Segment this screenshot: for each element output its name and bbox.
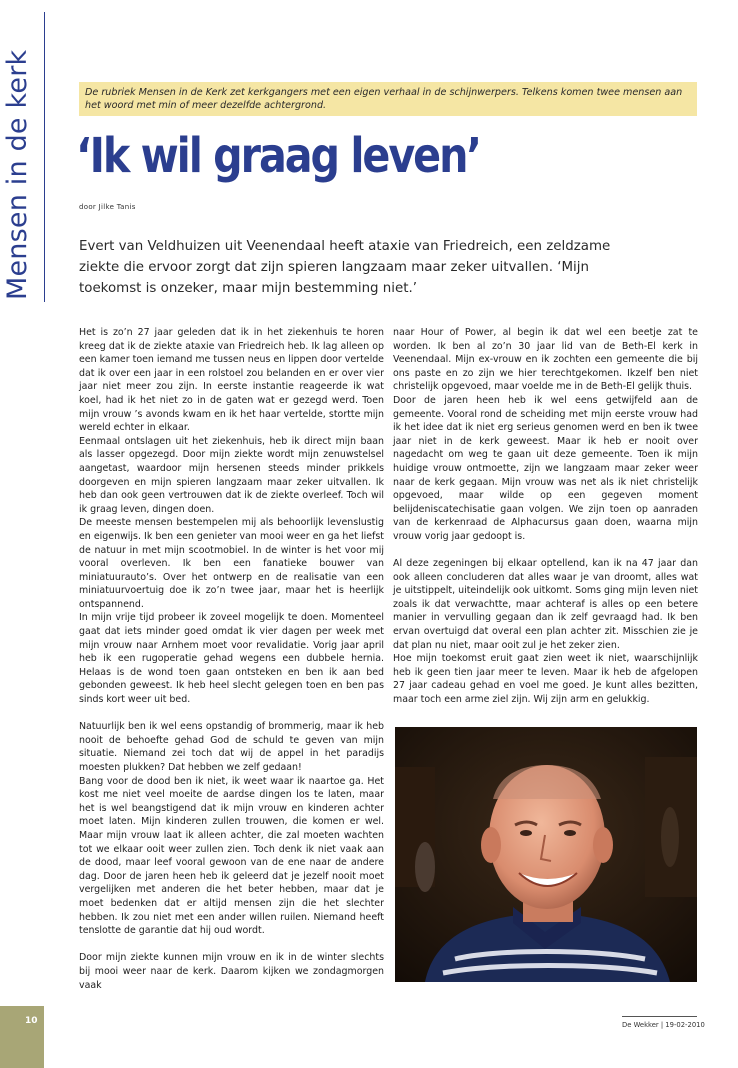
paragraph: Door de jaren heen heb ik wel eens getwijfeld aan de gemeente. Vooral rond de scheiding met mijn eerste vrouw had ik het idee dat ik niet erg serieus genomen werd en ben ik twee jaar niet in de kerk geweest. Maar ik heb er nooit over nagedacht om weg te gaan uit deze gemeente. Toen ik mijn huidige vrouw ontmoette, zijn we langzaam maar zeker weer naar de kerk gegaan. Mijn vrouw was net als ik niet christelijk opgevoed, maar wilde op een gegeven moment belijdeniscatechisatie gaan volgen. We zijn toen op aanraden van de kerkenraad de Alphacursus gaan doen, waarna mijn vrouw vorig jaar gedoopt is. <box>393 394 698 542</box>
footer-rule <box>622 1016 697 1017</box>
portrait-photo <box>395 727 697 982</box>
paragraph: Natuurlijk ben ik wel eens opstandig of brommerig, maar ik heb nooit de behoefte gehad God de schuld te geven van mijn situatie. Niemand zei toch dat wij de appel in het paradijs moesten plukken? Dat hebben we zelf gedaan! <box>79 721 384 773</box>
paragraph: Eenmaal ontslagen uit het ziekenhuis, heb ik direct mijn baan als lasser opgezegd. Door mijn ziekte wordt mijn zenuwstelsel aangetast, waardoor mijn hersenen steeds minder prikkels doorgeven en mijn spieren langzaam maar zeker uitvallen. Ik heb dan ook geen vertrouwen dat ik de ziekte overleef. Toch wil ik graag leven, dingen doen. <box>79 435 384 515</box>
byline: door Jilke Tanis <box>79 203 136 211</box>
headline: ‘Ik wil graag leven’ <box>76 128 481 184</box>
right-column <box>393 326 698 707</box>
page-number: 10 <box>25 1016 38 1026</box>
footer-publication: De Wekker | 19-02-2010 <box>622 1021 705 1029</box>
lead-paragraph: Evert van Veldhuizen uit Veenendaal heeft ataxie van Friedreich, een zeldzame ziekte die ervoor zorgt dat zijn spieren langzaam maar zeker uitvallen. ‘Mijn toekomst is onzeker, maar mijn bestemming niet.’ <box>79 239 611 296</box>
paragraph: Hoe mijn toekomst eruit gaat zien weet ik niet, waarschijnlijk heb ik geen tien jaar meer te leven. Maar ik heb de afgelopen 27 jaar cadeau gehad en voel me goed. Je kunt alles bezitten, maar toch een arme ziel zijn. Wij zijn arm en gelukkig. <box>393 653 698 706</box>
paragraph: De meeste mensen bestempelen mij als behoorlijk levenslustig en eigenwijs. Ik ben een genieter van mooi weer en ga het liefst de natuur in met mijn scootmobiel. In de winter is het voor mij vooral overleven. Ik ben een fanatieke bouwer van miniatuurauto’s. Over het ontwerp en de realisatie van een miniatuurvoertuig doe ik zo’n twee jaar, maar het is heerlijk ontspannend. <box>79 517 384 610</box>
left-column <box>79 326 384 992</box>
paragraph: Door mijn ziekte kunnen mijn vrouw en ik in de winter slechts bij mooi weer naar de kerk. Daarom kijken we zondagmorgen vaak <box>79 952 384 991</box>
section-rule <box>44 12 45 302</box>
intro-box: De rubriek Mensen in de Kerk zet kerkgangers met een eigen verhaal in de schijnwerpers. Telkens komen twee mensen aan het woord met min of meer dezelfde achtergrond. <box>79 82 697 116</box>
section-label: Mensen in de kerk <box>2 49 33 300</box>
paragraph: Al deze zegeningen bij elkaar optellend, kan ik na 47 jaar dan ook alleen concluderen dat alles waar je van droomt, alles wat je uitstippelt, uiteindelijk ook uitkomt. Soms ging mijn leven niet zoals ik dat verwachtte, maar achteraf is alles op een betere manier in vervulling gegaan dan ik zelf gevraagd had. Ik ben ervan overtuigd dat overal een plan achter zit. Misschien zie je dat plan nu niet, maar ooit zul je het zeker zien. <box>393 558 698 651</box>
paragraph: In mijn vrije tijd probeer ik zoveel mogelijk te doen. Momenteel gaat dat iets minder goed omdat ik vier dagen per week met mijn vrouw naar Arnhem moet voor revalidatie. Vorig jaar april heb ik een rugoperatie gehad wegens een dubbele hernia. Helaas is de wond toen gaan ontsteken en ben ik aan bed gebonden geweest. Ik heb heel slecht gelegen toen en ben pas sinds kort weer uit bed. <box>79 612 384 706</box>
paragraph: Het is zo’n 27 jaar geleden dat ik in het ziekenhuis te horen kreeg dat ik de ziekte ataxie van Friedreich heb. Ik lag alleen op een kamer toen iemand me tussen neus en lippen door vertelde dat ik over een jaar in een rolstoel zou belanden en er over vier jaar niet meer zou zijn. In eerste instantie reageerde ik wat koel, had ik het niet zo in de gaten wat er gezegd werd. Toen mijn vrouw ’s avonds kwam en ik het haar vertelde, stortte mijn wereld echter in elkaar. <box>79 327 384 434</box>
paragraph: Bang voor de dood ben ik niet, ik weet waar ik naartoe ga. Het kost me niet veel moeite de aardse dingen los te laten, maar het is wel beangstigend dat ik mijn vrouw en kinderen achter moet laten. Mijn kinderen zullen trouwen, die komen er wel. Maar mijn vrouw laat ik alleen achter, die zal moeten wachten tot we elkaar ooit weer zullen zien. Toch denk ik niet vaak aan de dood, maar leef vooral gewoon van de ene naar de andere dag. Door de jaren heen heb ik geleerd dat je jezelf nooit moet vergelijken met anderen die het beter hebben, maar dat je moet bedenken dat er altijd mensen zijn die het slechter hebben. Ik zou niet met een ander willen ruilen. Niemand heeft tenslotte de garantie dat hij oud wordt. <box>79 775 384 937</box>
portrait-illustration <box>395 727 697 982</box>
paragraph: naar Hour of Power, al begin ik dat wel een beetje zat te worden. Ik ben al zo’n 30 jaar lid van de Beth-El kerk in Veenendaal. Mijn ex-vrouw en ik zochten een gemeente die bij ons paste en zo zijn we hier terechtgekomen. Ikzelf ben niet christelijk opgevoed, maar voelde me in de Beth-El gelijk thuis. <box>393 327 698 393</box>
